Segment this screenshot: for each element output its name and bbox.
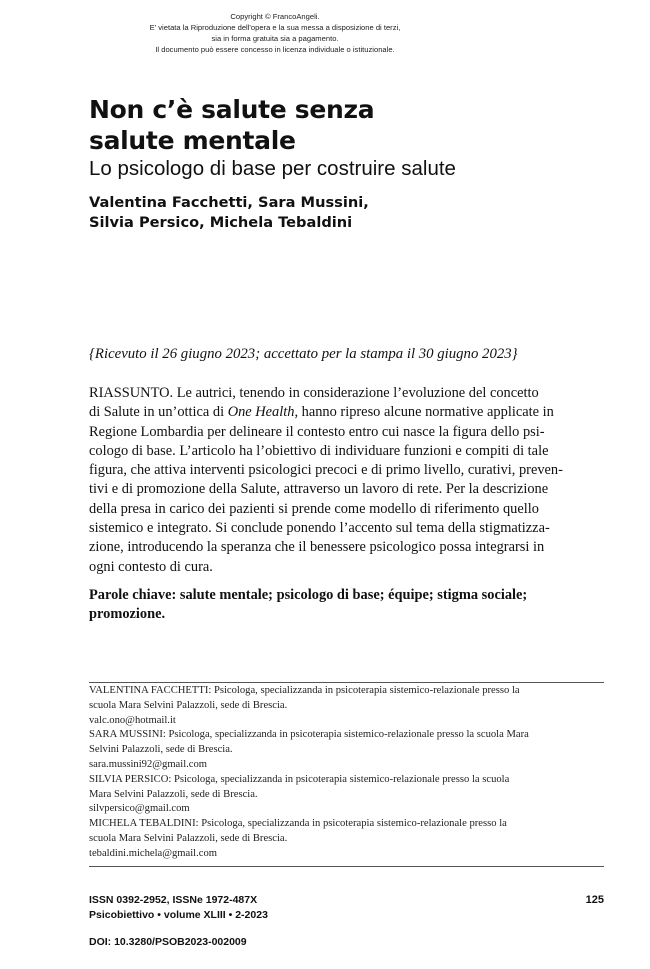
page-number: 125 — [585, 894, 604, 906]
copyright-line: sia in forma gratuita sia a pagamento. — [211, 34, 339, 43]
journal-volume: Psicobiettivo • volume XLIII • 2-2023 — [89, 909, 268, 921]
note-line: Selvini Palazzoli, sede di Brescia. — [89, 744, 233, 756]
article-subtitle: Lo psicologo di base per costruire salute — [89, 157, 456, 180]
copyright-line: Copyright © FrancoAngeli. — [230, 12, 320, 21]
abstract-emphasis: One Health — [227, 404, 295, 421]
note-line: scuola Mara Selvini Palazzoli, sede di Brescia. — [89, 699, 288, 711]
abstract-text: di Salute in un’ottica di — [89, 404, 228, 421]
abstract-line: Regione Lombardia per delineare il contesto entro cui nasce la figura dello psi- — [89, 423, 545, 440]
note-line: Mara Selvini Palazzoli, sede di Brescia. — [89, 788, 258, 800]
doi: DOI: 10.3280/PSOB2023-002009 — [89, 936, 247, 948]
note-line: SILVIA PERSICO: Psicologa, specializzanda in psicoterapia sistemico-relazionale presso la scuola — [89, 773, 510, 785]
note-line: SARA MUSSINI: Psicologa, specializzanda in psicoterapia sistemico-relazionale presso la scuola Mara — [89, 729, 529, 741]
abstract-line: ogni contesto di cura. — [89, 558, 213, 575]
abstract-line: sistemico e integrato. Si conclude ponendo l’accento sul tema della stigmatizza- — [89, 520, 550, 537]
copyright-notice — [130, 11, 420, 55]
abstract-line: della presa in carico dei pazienti si prende come modello di riferimento quello — [89, 500, 539, 517]
abstract-line: cologo di base. L’articolo ha l’obiettivo di individuare funzioni e compiti di tale — [89, 442, 549, 459]
abstract-line — [89, 403, 605, 422]
copyright-line: Il documento può essere concesso in licenza individuale o istituzionale. — [155, 45, 395, 54]
note-line: VALENTINA FACCHETTI: Psicologa, specializzanda in psicoterapia sistemico-relazionale presso la — [89, 685, 520, 696]
article-title — [89, 94, 374, 156]
notes-bottom-rule — [89, 866, 604, 867]
abstract-line: tivi e di promozione della Salute, attraverso un lavoro di rete. Per la descrizione — [89, 481, 549, 498]
abstract — [89, 384, 605, 577]
keywords-line: Parole chiave: salute mentale; psicologo di base; équipe; stigma sociale; — [89, 587, 528, 603]
journal-footer — [89, 893, 268, 923]
title-line: Non c’è salute senza — [89, 95, 375, 124]
author-line: Silvia Persico, Michela Tebaldini — [89, 214, 353, 231]
note-line: MICHELA TEBALDINI: Psicologa, specializzanda in psicoterapia sistemico-relazionale presso la — [89, 818, 507, 830]
note-email: valc.ono@hotmail.it — [89, 714, 176, 726]
received-dates: {Ricevuto il 26 giugno 2023; accettato per la stampa il 30 giugno 2023} — [89, 346, 518, 362]
author-notes — [89, 684, 605, 862]
keywords-line: promozione. — [89, 606, 166, 623]
notes-top-rule — [89, 682, 604, 683]
abstract-text: , hanno ripreso alcune normative applicate in — [294, 404, 554, 421]
author-list — [89, 193, 369, 233]
note-email: tebaldini.michela@gmail.com — [89, 847, 218, 859]
author-line: Valentina Facchetti, Sara Mussini, — [89, 194, 369, 211]
abstract-line: figura, che attiva interventi psicologici precoci e di primo livello, curativi, preven- — [89, 462, 563, 479]
note-email: silvpersico@gmail.com — [89, 803, 190, 815]
copyright-line: E’ vietata la Riproduzione dell'opera e la sua messa a disposizione di terzi, — [149, 23, 401, 32]
keywords — [89, 586, 605, 625]
abstract-line: RIASSUNTO. Le autrici, tenendo in considerazione l’evoluzione del concetto — [89, 385, 539, 401]
note-email: sara.mussini92@gmail.com — [89, 758, 208, 770]
note-line: scuola Mara Selvini Palazzoli, sede di Brescia. — [89, 832, 288, 844]
title-line: salute mentale — [89, 126, 296, 155]
abstract-line: zione, introducendo la speranza che il benessere psicologico possa integrarsi in — [89, 539, 545, 556]
issn: ISSN 0392-2952, ISSNe 1972-487X — [89, 894, 258, 906]
